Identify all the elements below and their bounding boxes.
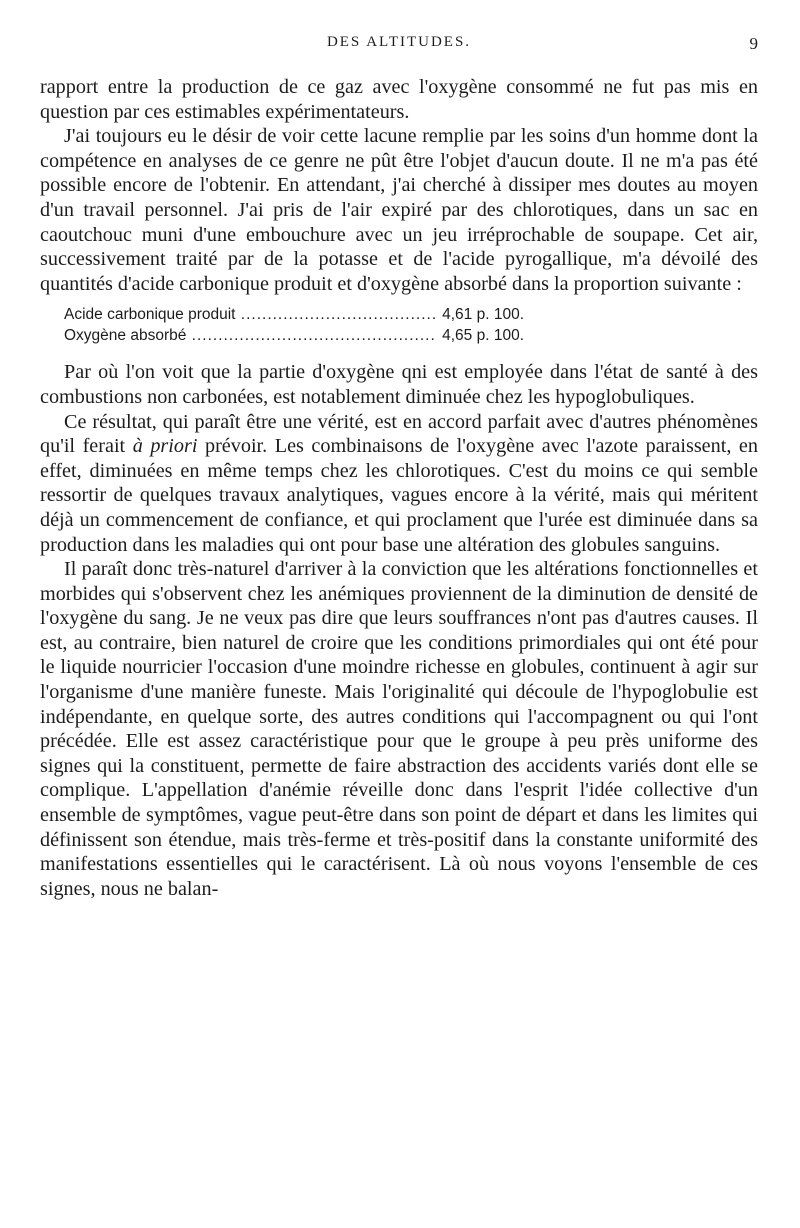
paragraph-result — [40, 410, 758, 558]
paragraph-text: Ce résultat, qui paraît être une vérité, est en accord parfait avec d'autres phénomènes qu'il ferait — [40, 410, 758, 458]
paragraph-conclusion: Par où l'on voit que la partie d'oxygène qni est employée dans l'état de santé à des combustions non carbonées, est notablement diminuée chez les hypoglobuliques. — [40, 361, 758, 408]
measurement-label: Acide carbonique produit ..... — [64, 304, 436, 325]
measurement-value: 4,65 p. 100. — [442, 327, 524, 345]
measurement-row — [64, 304, 524, 325]
running-title: DES ALTITUDES. — [326, 34, 472, 50]
paragraph-continuation: rapport entre la production de ce gaz avec l'oxygène consommé ne fut pas mis en question par ces estimables expérimentateurs. — [40, 76, 758, 123]
measurement-label: Oxygène absorbé ..... — [64, 325, 436, 346]
book-page — [40, 0, 758, 1228]
measurement-value: 4,61 p. 100. — [442, 306, 524, 324]
measurement-row — [64, 325, 524, 346]
paragraph-text: prévoir. Les combinaisons de l'oxygène avec l'azote paraissent, en effet, diminuées en même temps chez les chlorotiques. C'est du moins ce qui semble ressortir de quelques travaux analytiques, vagues encore à la vérité, mais qui méritent déjà un commencement de confiance, et qui proclament que l'urée est diminuée dans sa production dans les maladies qui ont pour base une altération des globules sanguins. — [40, 435, 758, 556]
italic-phrase: à priori — [132, 435, 198, 458]
body-text — [40, 75, 758, 901]
page-number: 9 — [749, 34, 758, 53]
paragraph-anemia: Il paraît donc très-naturel d'arriver à la conviction que les altérations fonctionnelles et morbides qui s'observent chez les anémiques proviennent de la diminution de densité de l'oxygène du sang. Je ne veux pas dire que leurs souffrances n'ont pas d'autres causes. Il est, au contraire, bien naturel de croire que les conditions primordiales qui ont été pour le liquide nourricier l'occasion d'une moindre richesse en globules, continuent à agir sur l'organisme d'une manière funeste. Mais l'originalité qui découle de l'hypoglobulie est indépendante, en quelque sorte, des autres conditions qui l'accompagnent ou qui l'ont précédée. Elle est assez caractéristique pour que le groupe à peu près uniforme des signes qui la constituent, permette de faire abstraction des accidents variés dont elle se complique. L'appellation d'anémie réveille donc dans l'esprit l'idée collective d'un ensemble de symptômes, vague peut-être dans son point de départ et dans les limites qui définissent son étendue, mais très-ferme et très-positif dans la constante uniformité des manifestations essentielles qui le caractérisent. Là où nous voyons l'ensemble de ces signes, nous ne balan- — [40, 558, 758, 900]
measurement-table — [64, 304, 758, 346]
paragraph-experiment: J'ai toujours eu le désir de voir cette lacune remplie par les soins d'un homme dont la compétence en analyses de ce genre ne pût être l'objet d'aucun doute. Il ne m'a pas été possible encore de l'obtenir. En attendant, j'ai cherché à dissiper mes doutes au moyen d'un travail personnel. J'ai pris de l'air expiré par des chlorotiques, dans un sac en caoutchouc muni d'une embouchure avec un jeu irréprochable de soupape. Cet air, successivement traité par de la potasse et de l'acide pyrogallique, m'a dévoilé des quantités d'acide carbonique produit et d'oxygène absorbé dans la proportion suivante : — [40, 125, 758, 295]
running-head — [40, 34, 758, 54]
